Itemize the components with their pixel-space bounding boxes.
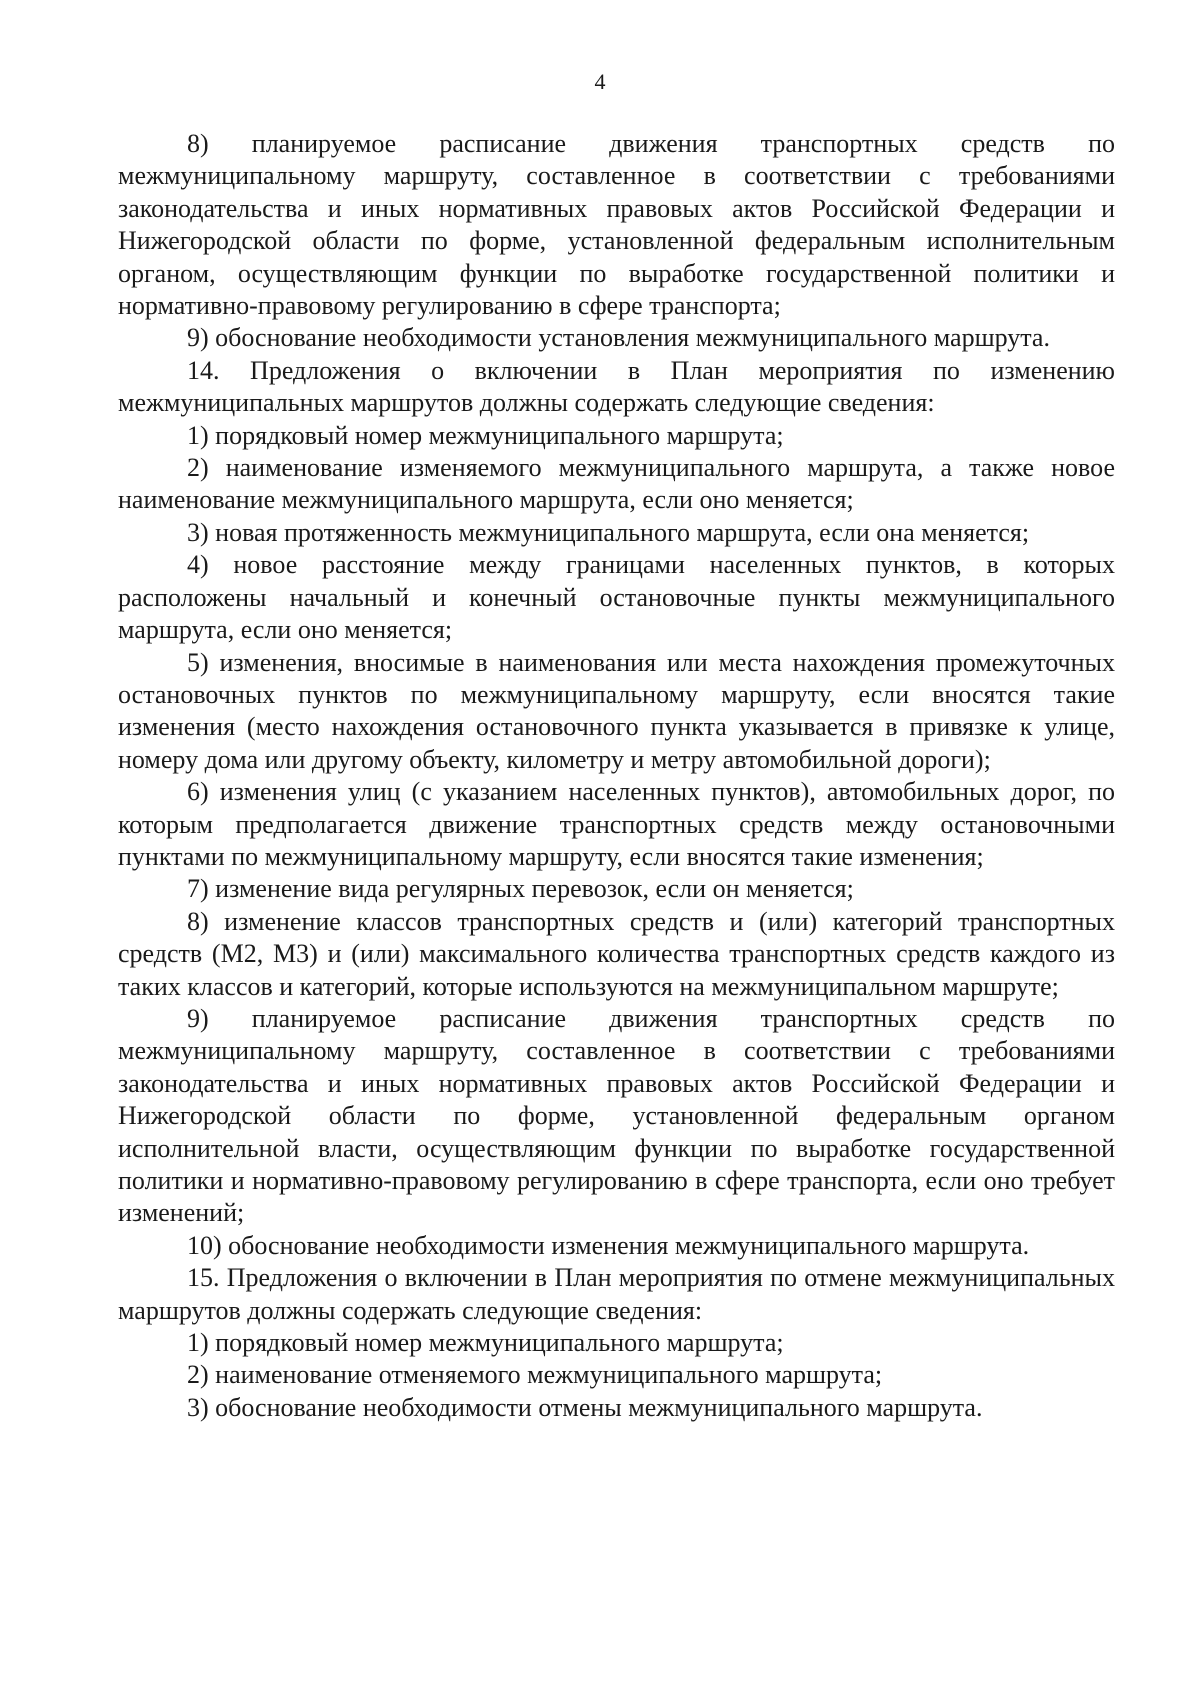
list-item-14-4: 4) новое расстояние между границами населенных пунктов, в которых расположены начальный и конечный остановочные пункты межмуниципального маршрута, если оно меняется; <box>118 550 1115 645</box>
list-item-14-2: 2) наименование изменяемого межмуниципального маршрута, а также новое наименование межмуниципального маршрута, если оно меняется; <box>118 453 1115 515</box>
paragraph-9-justification: 9) обоснование необходимости установления межмуниципального маршрута. <box>187 323 1050 353</box>
list-item-14-9: 9) планируемое расписание движения транспортных средств по межмуниципальному маршруту, составленное в соответствии с требованиями законодательства и иных нормативных правовых актов Российской Федерации и Нижегородской области по форме, установленной федеральным органом исполнительной власти, осуществляющим функции по выработке государственной политики и нормативно-правовому регулированию в сфере транспорта, если оно требует изменений; <box>118 1003 1115 1228</box>
paragraph-8-schedule: 8) планируемое расписание движения транспортных средств по межмуниципальному маршруту, составленное в соответствии с требованиями законодательства и иных нормативных правовых актов Российской Федерации и Нижегородской области по форме, установленной федеральным исполнительным органом, осуществляющим функции по выработке государственной политики и нормативно-правовому регулированию в сфере транспорта; <box>118 129 1115 321</box>
list-item-14-6: 6) изменения улиц (с указанием населенных пунктов), автомобильных дорог, по которым предполагается движение транспортных средств между остановочными пунктами по межмуниципальному маршруту, если вносятся такие изменения; <box>118 777 1115 871</box>
list-item-14-3: 3) новая протяженность межмуниципального маршрута, если она меняется; <box>187 517 1030 547</box>
page-number: 4 <box>594 69 606 94</box>
list-item-14-5: 5) изменения, вносимые в наименования или места нахождения промежуточных остановочных пунктов по межмуниципальному маршруту, если вносятся такие изменения (место нахождения остановочного пункта указывается в привязке к улице, номеру дома или другому объекту, километру и метру автомобильной дороги); <box>118 647 1115 774</box>
list-item-15-1: 1) порядковый номер межмуниципального маршрута; <box>187 1328 784 1358</box>
list-item-14-8: 8) изменение классов транспортных средств и (или) категорий транспортных средств (М2, М3) и (или) максимального количества транспортных средств каждого из таких классов и категорий, которые используются на межмуниципальном маршруте; <box>118 906 1115 1001</box>
paragraph-14-intro: 14. Предложения о включении в План мероприятия по изменению межмуниципальных маршрутов должны содержать следующие сведения: <box>118 355 1115 418</box>
list-item-14-1: 1) порядковый номер межмуниципального маршрута; <box>187 420 784 450</box>
list-item-15-3: 3) обоснование необходимости отмены межмуниципального маршрута. <box>187 1392 983 1422</box>
document-body <box>118 128 1115 1424</box>
list-item-14-7: 7) изменение вида регулярных перевозок, если он меняется; <box>187 874 854 904</box>
list-item-15-2: 2) наименование отменяемого межмуниципального маршрута; <box>187 1360 883 1390</box>
paragraph-15-intro: 15. Предложения о включении в План мероприятия по отмене межмуниципальных маршрутов должны содержать следующие сведения: <box>118 1263 1115 1325</box>
list-item-14-10: 10) обоснование необходимости изменения межмуниципального маршрута. <box>187 1230 1030 1260</box>
